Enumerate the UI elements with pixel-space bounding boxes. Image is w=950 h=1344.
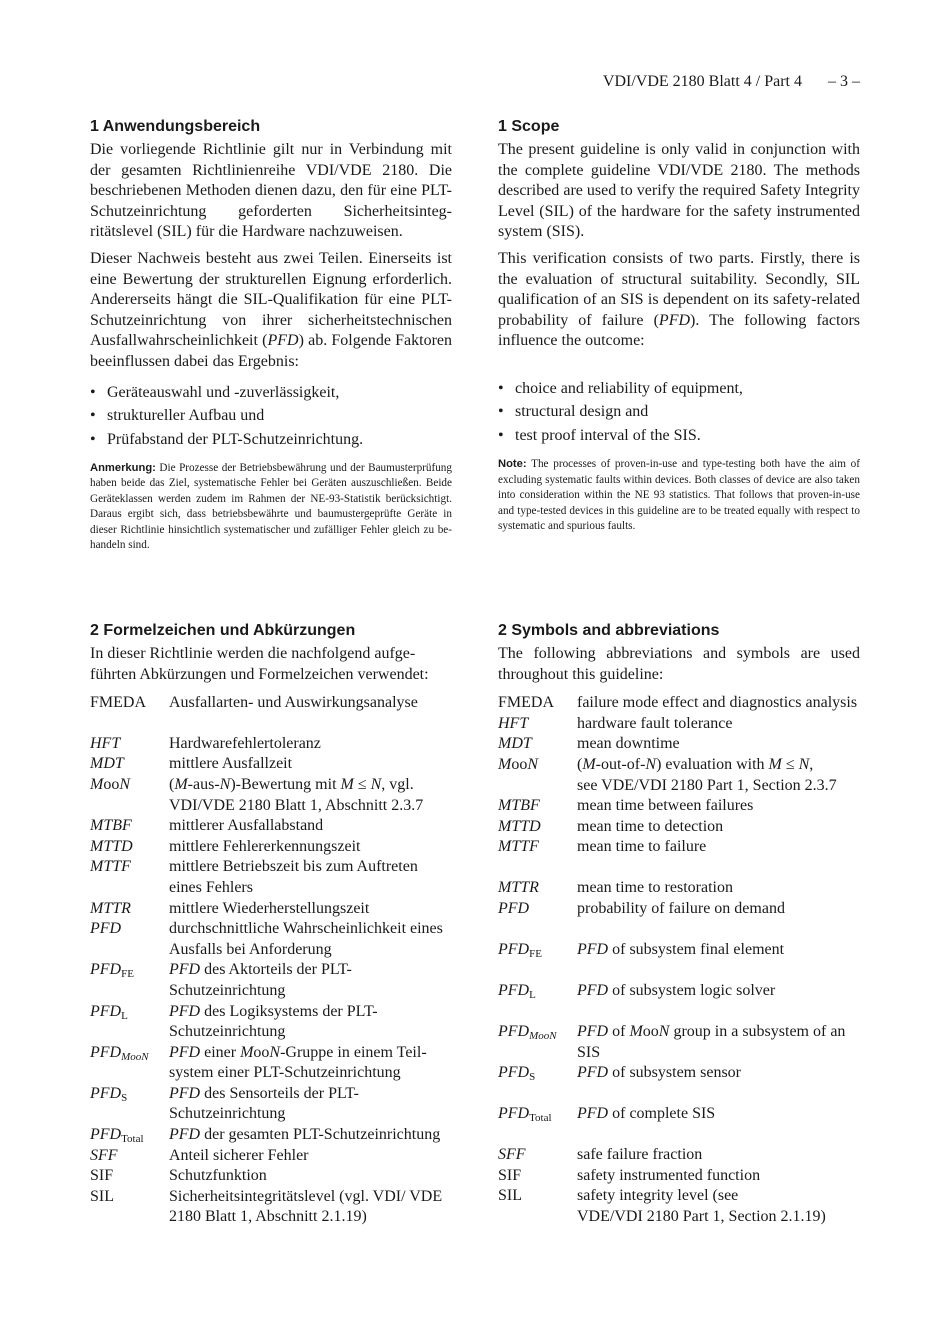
- table-row: $PFD_{Total}$ PFD der gesamten PLT-Schutzeinrichtung: [90, 1126, 441, 1146]
- en-note: Note: The processes of proven-in-use and type-testing both have the aim of excluding systematic faults within devices. Both classes of device are also taken into consideration within the NE 93 statistics. That follows that proven-in-use and type-tested devices in this guideline are to be treated equally with respect to systematic and spurious faults.: [498, 458, 860, 533]
- list-item: • choice and reliability of equipment,: [498, 379, 743, 397]
- table-row: MTTR mittlere Wiederherstellungszeit: [90, 899, 370, 917]
- de-scope-heading: 1 Anwendungsbereich: [90, 118, 261, 135]
- table-row: SIF Schutzfunktion: [90, 1167, 267, 1185]
- table-row: HFT hardware fault tolerance: [498, 714, 733, 732]
- de-abbreviation-table: [90, 693, 452, 1228]
- en-scope-heading: 1 Scope: [498, 118, 560, 135]
- header-title: VDI/VDE 2180 Blatt 4 / Part 4: [602, 73, 802, 90]
- table-row: MooN (M-out-of-N) evaluation with M ≤ N, see VDE/VDI 2180 Part 1, Section 2.3.7: [498, 755, 837, 794]
- table-row: $PFD_{FE}$ PFD of subsystem final element: [498, 940, 785, 960]
- en-abbreviation-table: [498, 693, 860, 1227]
- table-row: SIL Sicherheitsintegritätslevel (vgl. VDI/ VDE 2180 Blatt 1, Abschnitt 2.1.19): [90, 1187, 443, 1226]
- de-note-label: Anmerkung:: [90, 462, 156, 475]
- en-scope-paragraph-1: The present guideline is only valid in conjunction with the complete guideline VDI/VDE 2180. The methods described are used to verify the required Safety Integrity Level (SIL) of the hardware for the safety instrumented system (SIS).: [498, 141, 860, 241]
- list-item: • Geräteauswahl und -zuverlässigkeit,: [90, 383, 340, 401]
- table-row: MTBF mean time between failures: [498, 797, 754, 815]
- de-factor-list: [90, 381, 452, 452]
- table-row: MTTF mean time to failure: [498, 838, 707, 856]
- page-number: – 3 –: [828, 73, 860, 90]
- table-row: MDT mean downtime: [498, 735, 680, 753]
- en-factor-list: [498, 377, 860, 448]
- table-row: SFF Anteil sicherer Fehler: [90, 1146, 309, 1164]
- table-row: $PFD_L$ PFD of subsystem logic solver: [498, 981, 776, 1001]
- table-row: $PFD_S$ PFD des Sensorteils der PLT-Schutzeinrichtung: [90, 1084, 359, 1123]
- de-note: Anmerkung: Die Prozesse der Betriebsbewährung und der Baumusterprüfung haben beide das Ziel, systematische Fehler bei Geräten auszuschließen. Beide Geräteklassen werden zudem im Rahmen der NE-93-Statistik berücksichtigt. Daraus ergibt sich, dass betriebsbewährte und baumustergeprüfte Geräte in dieser Richtlinie hinsichtlich systematischer und zufälliger Fehler gleich zu behandeln sind.: [90, 462, 452, 552]
- table-row: SIL safety integrity level (see VDE/VDI 2180 Part 1, Section 2.1.19): [498, 1187, 826, 1225]
- table-row: $PFD_L$ PFD des Logiksystems der PLT-Schutzeinrichtung: [90, 1002, 378, 1041]
- table-row: SFF safe failure fraction: [498, 1146, 703, 1164]
- table-row: MTTR mean time to restoration: [498, 879, 733, 897]
- de-scope-paragraph-2: Dieser Nachweis besteht aus zwei Teilen. Einerseits ist eine Bewertung der strukturellen Eignung erforderlich. Andererseits hängt die SIL-Qualifikation für eine PLT-Schutzeinrichtung von ihrer sicherheitstechnischen Ausfallwahrscheinlichkeit (PFD) ab. Folgende Faktoren beeinflussen dabei das Ergebnis:: [90, 249, 452, 370]
- en-symbols-heading: 2 Symbols and abbreviations: [498, 622, 720, 639]
- de-symbols-heading: 2 Formelzeichen und Abkürzungen: [90, 622, 356, 639]
- table-row: $PFD_{MooN}$ PFD einer MooN-Gruppe in einem Teilsystem einer PLT-Schutzeinrichtung: [90, 1043, 427, 1082]
- en-symbols-intro: The following abbreviations and symbols are used throughout this guideline:: [498, 645, 860, 683]
- table-row: MTBF mittlerer Ausfallabstand: [90, 817, 324, 835]
- en-section-scope: [498, 117, 860, 534]
- table-row: FMEDA Ausfallarten- und Auswirkungsanalyse: [90, 694, 418, 712]
- de-section-symbols: [90, 621, 452, 1228]
- list-item: • struktureller Aufbau und: [90, 407, 265, 425]
- running-header: [90, 72, 860, 92]
- list-item: • test proof interval of the SIS.: [498, 426, 701, 444]
- table-row: $PFD_{FE}$ PFD des Aktorteils der PLT-Schutzeinrichtung: [90, 961, 352, 999]
- table-row: MTTF mittlere Betriebszeit bis zum Auftreten eines Fehlers: [90, 858, 418, 896]
- table-row: SIF safety instrumented function: [498, 1166, 761, 1184]
- en-section-symbols: [498, 621, 860, 1228]
- list-item: • structural design and: [498, 403, 649, 421]
- table-row: MooN (M-aus-N)-Bewertung mit M ≤ N, vgl. VDI/VDE 2180 Blatt 1, Abschnitt 2.3.7: [90, 775, 424, 814]
- de-scope-paragraph-1: Die vorliegende Richtlinie gilt nur in Verbindung mit der gesamten Richtlinienreihe VDI/VDE 2180. Die beschriebenen Methoden dienen dazu, den für eine PLT-Schutzeinrichtung geforderten Sicherheitsintegritätslevel (SIL) für die Hardware nachzuweisen.: [90, 141, 452, 241]
- table-row: HFT Hardwarefehlertoleranz: [90, 734, 321, 752]
- table-row: $PFD_{Total}$ PFD of complete SIS: [498, 1105, 716, 1125]
- table-row: PFD durchschnittliche Wahrscheinlichkeit eines Ausfalls bei Anforderung: [90, 920, 443, 958]
- table-row: $PFD_S$ PFD of subsystem sensor: [498, 1064, 741, 1084]
- table-row: [90, 714, 452, 734]
- table-row: $PFD_{MooN}$ PFD of MooN group in a subsystem of an SIS: [498, 1022, 846, 1061]
- table-row: MTTD mean time to detection: [498, 817, 724, 835]
- table-row: MDT mittlere Ausfallzeit: [90, 755, 293, 773]
- table-row: MTTD mittlere Fehlererkennungszeit: [90, 837, 361, 855]
- table-row: PFD probability of failure on demand: [498, 899, 785, 917]
- de-symbols-intro: In dieser Richtlinie werden die nachfolgend aufgeführten Abkürzungen und Formelzeichen verwendet:: [90, 645, 429, 683]
- table-row: FMEDA failure mode effect and diagnostics analysis: [498, 694, 858, 712]
- de-section-scope: [90, 117, 452, 553]
- en-scope-paragraph-2: This verification consists of two parts. Firstly, there is the evaluation of structural suitability. Secondly, SIL qualification of an SIS is dependent on its safety-related probability of failure (PFD). The following factors influence the outcome:: [498, 249, 860, 350]
- list-item: • Prüfabstand der PLT-Schutzeinrichtung.: [90, 430, 364, 448]
- en-note-label: Note:: [498, 458, 527, 471]
